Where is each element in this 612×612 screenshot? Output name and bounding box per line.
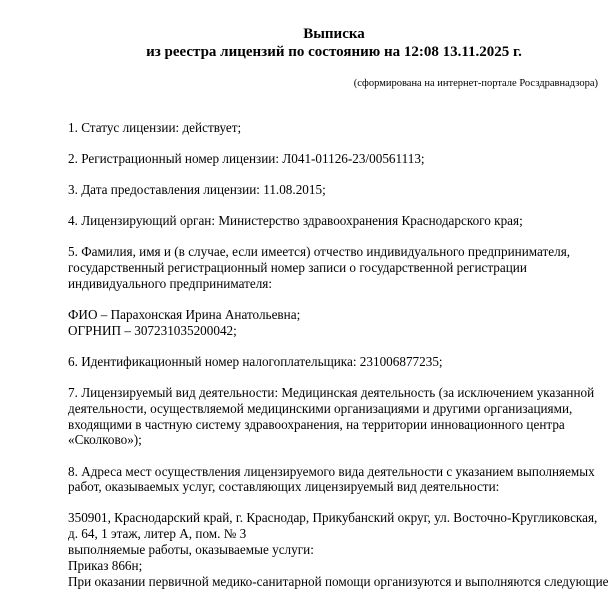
license-status: 1. Статус лицензии: действует; <box>68 120 242 135</box>
license-date: 3. Дата предоставления лицензии: 11.08.2015; <box>68 182 326 198</box>
document-title: Выписка <box>303 26 365 42</box>
taxpayer-id: 6. Идентификационный номер налогоплательщика: 231006877235; <box>68 353 443 369</box>
primary-care-text: При оказании первичной медико-санитарной помощи организуются и выполняются следующие <box>68 573 609 589</box>
source-note: (сформирована на интернет-портале Росздравнадзора) <box>353 78 598 89</box>
fio: ФИО – Парахонская Ирина Анатольевна; <box>68 307 301 323</box>
works-label: выполняемые работы, оказываемые услуги: <box>68 542 314 558</box>
licensed-activity: 7. Лицензируемый вид деятельности: Медицинская деятельность (за исключением указанной деятельности, осуществляемой медицинскими организациями и другими организациями, входящими в частную систему здравоохранения, на территории инновационного центра «Сколково»); <box>68 385 595 448</box>
ogrnip: ОГРНИП – 307231035200042; <box>68 322 237 338</box>
order: Приказ 866н; <box>68 557 143 573</box>
document-body <box>68 120 609 589</box>
document-subtitle: из реестра лицензий по состоянию на 12:08 13.11.2025 г. <box>146 44 522 60</box>
licensing-authority: 4. Лицензирующий орган: Министерство здравоохранения Краснодарского края; <box>68 213 523 229</box>
entrepreneur-heading: 5. Фамилия, имя и (в случае, если имеется) отчество индивидуального предпринимателя, государственный регистрационный номер записи о государственной регистрации индивидуального предпринимателя: <box>68 244 571 291</box>
address: 350901, Краснодарский край, г. Краснодар, Прикубанский округ, ул. Восточно-Кругликовская, <box>68 510 598 526</box>
addresses-heading: 8. Адреса мест осуществления лицензируемого вида деятельности с указанием выполняемых работ, оказываемых услуг, составляющих лицензируемый вид деятельности: <box>68 463 595 495</box>
entrepreneur-details <box>68 307 598 339</box>
license-reg-number: 2. Регистрационный номер лицензии: Л041-01126-23/00561113; <box>68 151 425 167</box>
address-block <box>68 510 609 589</box>
address-cont: д. 64, 1 этаж, литер А, пом. № 3 <box>68 526 247 542</box>
